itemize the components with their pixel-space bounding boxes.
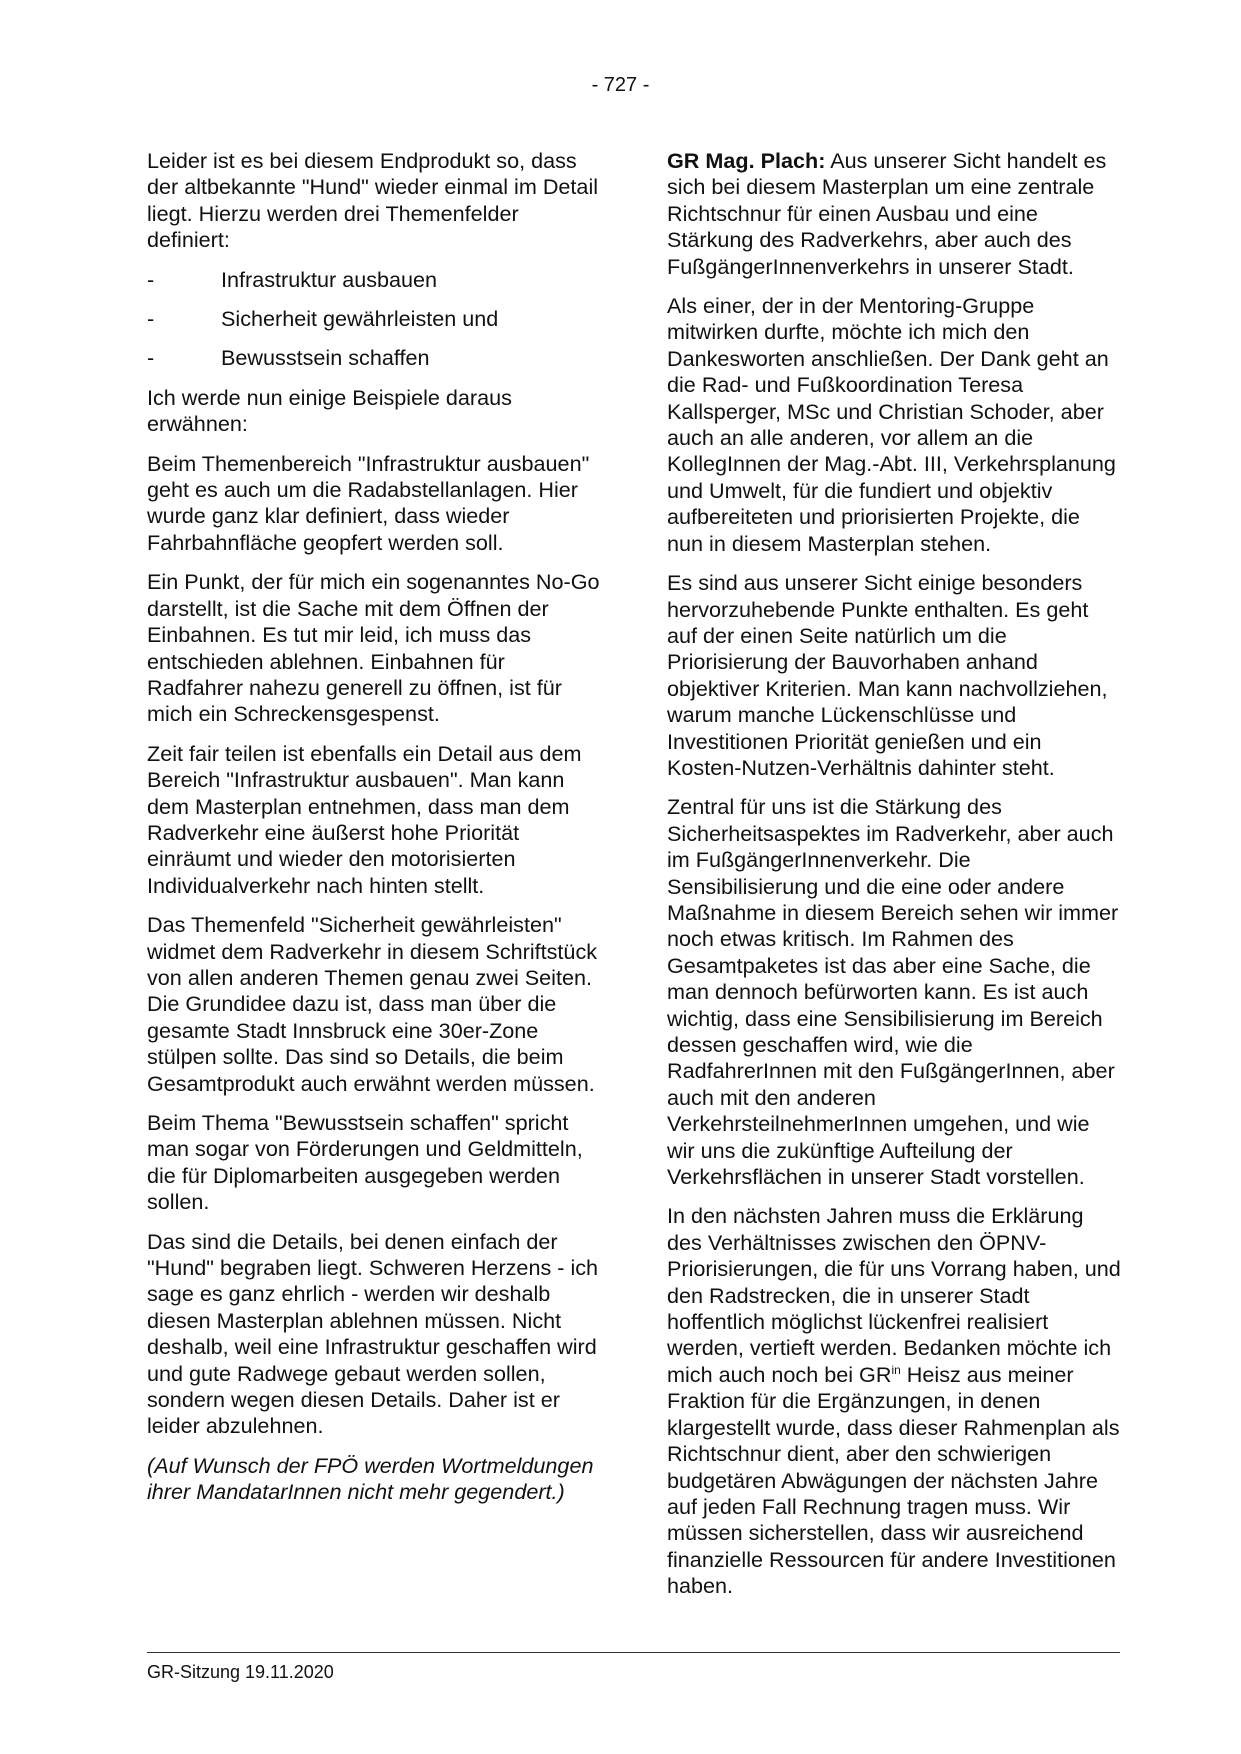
editorial-note: (Auf Wunsch der FPÖ werden Wortmeldungen ihrer MandatarInnen nicht mehr gegendert.) — [147, 1452, 594, 1505]
speaker-name: GR Mag. Plach: — [667, 148, 826, 173]
paragraph: Beim Themenbereich "Infrastruktur ausbauen" geht es auch um die Radabstellanlagen. Hier wurde ganz klar definiert, dass wieder Fahrbahnfläche geopfert werden soll. — [147, 450, 590, 555]
paragraph: Beim Thema "Bewusstsein schaffen" spricht man sogar von Förderungen und Geldmitteln, die für Diplomarbeiten ausgegeben werden sollen. — [147, 1110, 583, 1215]
list-item — [147, 306, 601, 332]
list-item — [147, 345, 601, 371]
list-item-text: Bewusstsein schaffen — [221, 345, 430, 371]
list-item-text: Sicherheit gewährleisten und — [221, 306, 499, 332]
list-item — [147, 267, 601, 293]
paragraph-text: Aus unserer Sicht handelt es sich bei diesem Masterplan um eine zentrale Richtschnur für einen Ausbau und eine Stärkung des Radverkehrs, aber auch des FußgängerInnenverkehrs in unserer Stadt. — [667, 148, 1107, 279]
paragraph: Zeit fair teilen ist ebenfalls ein Detail aus dem Bereich "Infrastruktur ausbauen". Man kann dem Masterplan entnehmen, dass man dem Radverkehr eine äußerst hohe Priorität einräumt und wieder den motorisierten Individualverkehr nach hinten stellt. — [147, 740, 582, 898]
paragraph-text: In den nächsten Jahren muss die Erklärung des Verhältnisses zwischen den ÖPNV-Priorisierungen, die für uns Vorrang haben, und den Radstrecken, die in unserer Stadt hoffentlich möglichst lückenfrei realisiert werden, vertieft werden. Bedanken möchte ich mich auch noch bei GR — [667, 1203, 1121, 1387]
page-number: - 727 - — [591, 74, 650, 96]
paragraph-text: Heisz aus meiner Fraktion für die Ergänzungen, in denen klargestellt wurde, dass dieser Rahmenplan als Richtschnur dient, aber den schwierigen budgetären Abwägungen der nächsten Jahre auf jeden Fall Rechnung tragen muss. Wir müssen sicherstellen, dass wir ausreichend finanzielle Ressourcen für andere Investitionen haben. — [667, 1361, 1120, 1599]
list-dash: - — [147, 345, 155, 371]
paragraph: Ich werde nun einige Beispiele daraus erwähnen: — [147, 384, 512, 437]
paragraph — [667, 148, 1121, 280]
paragraph: Ein Punkt, der für mich ein sogenanntes No-Go darstellt, ist die Sache mit dem Öffnen der Einbahnen. Es tut mir leid, ich muss das entschieden ablehnen. Einbahnen für Radfahrer nahezu generell zu öffnen, ist für mich ein Schreckensgespenst. — [147, 569, 600, 727]
right-column — [667, 148, 1121, 1613]
superscript: in — [891, 1362, 901, 1377]
list-dash: - — [147, 306, 155, 332]
list-dash: - — [147, 266, 155, 292]
paragraph: Das Themenfeld "Sicherheit gewährleisten" widmet dem Radverkehr in diesem Schriftstück von allen anderen Themen genau zwei Seiten. Die Grundidee dazu ist, dass man über die gesamte Stadt Innsbruck eine 30er-Zone stülpen sollte. Das sind so Details, die beim Gesamtprodukt auch erwähnt werden müssen. — [147, 912, 598, 1096]
footer-text: GR-Sitzung 19.11.2020 — [147, 1662, 334, 1682]
paragraph: Zentral für uns ist die Stärkung des Sicherheitsaspektes im Radverkehr, aber auch im FußgängerInnenverkehr. Die Sensibilisierung und die eine oder andere Maßnahme in diesem Bereich sehen wir immer noch etwas kritisch. Im Rahmen des Gesamtpaketes ist das aber eine Sache, die man dennoch befürworten kann. Es ist auch wichtig, dass eine Sensibilisierung im Bereich dessen geschaffen wird, wie die RadfahrerInnen mit den FußgängerInnen, aber auch mit den anderen VerkehrsteilnehmerInnen umgehen, und wie wir uns die zukünftige Aufteilung der Verkehrsflächen in unserer Stadt vorstellen. — [667, 794, 1119, 1190]
paragraph: Als einer, der in der Mentoring-Gruppe mitwirken durfte, möchte ich mich den Dankesworten anschließen. Der Dank geht an die Rad- und Fußkoordination Teresa Kallsperger, MSc und Christian Schoder, aber auch an alle anderen, vor allem an die KollegInnen der Mag.-Abt. III, Verkehrsplanung und Umwelt, für die fundiert und objektiv aufbereiteten und priorisierten Projekte, die nun in diesem Masterplan stehen. — [667, 293, 1116, 556]
list-item-text: Infrastruktur ausbauen — [221, 266, 438, 292]
paragraph: Es sind aus unserer Sicht einige besonders hervorzuhebende Punkte enthalten. Es geht auf der einen Seite natürlich um die Priorisierung der Bauvorhaben anhand objektiver Kriterien. Man kann nachvollziehen, warum manche Lückenschlüsse und Investitionen Priorität genießen und ein Kosten-Nutzen-Verhältnis dahinter steht. — [667, 570, 1108, 780]
paragraph — [667, 1203, 1121, 1599]
left-column — [147, 148, 601, 1519]
paragraph: Das sind die Details, bei denen einfach der "Hund" begraben liegt. Schweren Herzens - ich sage es ganz ehrlich - werden wir deshalb diesen Masterplan ablehnen müssen. Nicht deshalb, weil eine Infrastruktur geschaffen wird und gute Radwege gebaut werden sollen, sondern wegen diesen Details. Daher ist er leider abzulehnen. — [147, 1228, 599, 1439]
footer-divider — [147, 1652, 1120, 1653]
paragraph: Leider ist es bei diesem Endprodukt so, dass der altbekannte "Hund" wieder einmal im Detail liegt. Hierzu werden drei Themenfelder definiert: — [147, 148, 599, 253]
